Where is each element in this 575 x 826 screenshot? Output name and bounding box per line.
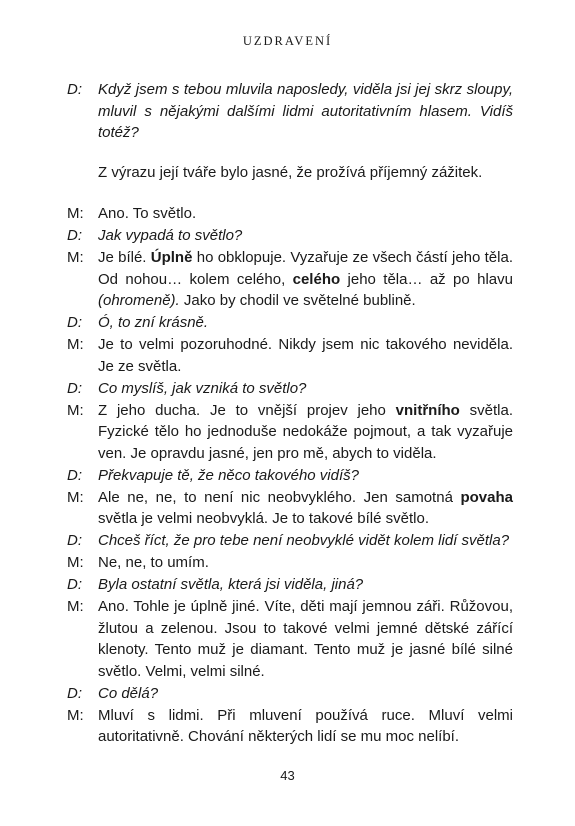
text-segment: Co myslíš, jak vzniká to světlo? (98, 379, 307, 397)
dialog-answer (67, 247, 513, 312)
speaker-label: M: (67, 401, 84, 419)
dialog-answer (67, 334, 513, 377)
speaker-label: D: (67, 576, 82, 593)
text-segment: Ano. Tohle je úplně jiné. Víte, děti mají jemnou záři. Růžovou, žlutou a zelenou. Jsou to takové velmi jemné dětské zářící klenoty. Tento muž je diamant. Tento muž je jasné bílé silné světlo. Velmi, velmi silné. (98, 598, 513, 680)
dialog-question (67, 465, 513, 487)
dialog-question (67, 683, 513, 705)
dialog-text (98, 247, 513, 312)
text-segment: Ano. To světlo. (98, 205, 197, 222)
dialog-question (67, 79, 513, 144)
speaker-label: D: (67, 532, 82, 549)
dialog-text (98, 683, 513, 705)
speaker-label: D: (67, 227, 82, 244)
dialog-text (98, 334, 513, 377)
text-segment: Mluví s lidmi. Při mluvení používá ruce. Mluví velmi autoritativně. Chování některých lidí se mu moc nelíbí. (98, 706, 513, 745)
speaker-label: M: (67, 706, 84, 724)
dialog-text (98, 596, 513, 682)
dialog-text (98, 574, 513, 596)
text-segment: ho obklopuje. Vyzařuje ze všech částí jeho těla. Od nohou… kolem celého, (98, 249, 513, 288)
text-segment: Je to velmi pozoruhodné. Nikdy jsem nic takového neviděla. Je ze světla. (98, 336, 513, 375)
speaker-label: M: (67, 249, 84, 266)
dialog-text (98, 552, 513, 574)
dialog-text (98, 487, 513, 530)
speaker-label: D: (67, 314, 82, 331)
speaker-label: M: (67, 488, 84, 506)
text-segment: Co dělá? (98, 684, 159, 702)
dialog-answer (67, 400, 513, 465)
running-header: UZDRAVENÍ (242, 34, 333, 48)
text-segment: Když jsem s tebou mluvila naposledy, viděla jsi jej skrz sloupy, mluvil s nějakými dalšími lidmi autoritativním hlasem. Vidíš totéž? (98, 81, 513, 141)
speaker-label: D: (67, 81, 82, 98)
dialog-text (98, 312, 513, 334)
dialog-question (67, 574, 513, 596)
dialog-answer (67, 552, 513, 574)
text-segment: Jako by chodil ve světelné bublině. (179, 292, 416, 309)
dialog-text (98, 400, 513, 465)
text-segment: světla. Fyzické tělo ho jednoduše nedokáže pojmout, a tak vyzařuje ven. Je opravdu jasné, jen pro mě, abych to viděla. (98, 401, 513, 462)
dialog-text (98, 530, 513, 552)
dialog-text (98, 705, 513, 748)
text-segment: jeho těla… až po hlavu (340, 270, 513, 288)
speaker-label: D: (67, 379, 82, 397)
speaker-label: M: (67, 336, 84, 353)
dialog-text (98, 378, 513, 400)
dialog-text (98, 203, 513, 225)
text-segment: Úplně (150, 249, 193, 266)
text-segment: Ale ne, ne, to není nic neobvyklého. Jen samotná (98, 488, 461, 506)
text-segment: Překvapuje tě, že něco takového vidíš? (98, 466, 359, 484)
speaker-label: M: (67, 598, 84, 615)
dialog-answer (67, 705, 513, 748)
speaker-label: M: (67, 205, 84, 222)
text-segment: světla je velmi neobvyklá. Je to takové bílé světlo. (98, 510, 429, 527)
text-segment: Chceš říct, že pro tebe není neobvyklé vidět kolem lidí světla? (98, 532, 510, 549)
dialog-text (98, 79, 513, 144)
speaker-label: M: (67, 554, 84, 571)
page-number: 43 (280, 768, 295, 783)
text-segment: povaha (460, 488, 513, 506)
speaker-label: D: (67, 466, 82, 484)
text-segment: Z jeho ducha. Je to vnější projev jeho (98, 401, 396, 419)
dialog-question (67, 378, 513, 400)
dialog-body (67, 79, 513, 748)
dialog-answer (67, 203, 513, 225)
narration-paragraph: Z výrazu její tváře bylo jasné, že prožívá příjemný zážitek. (98, 163, 483, 181)
dialog-text (98, 225, 513, 247)
text-segment: celého (292, 270, 341, 288)
text-segment: Byla ostatní světla, která jsi viděla, jiná? (98, 576, 364, 593)
dialog-question (67, 225, 513, 247)
speaker-label: D: (67, 684, 82, 702)
text-segment: Ó, to zní krásně. (98, 314, 209, 331)
text-segment: Ne, ne, to umím. (98, 554, 209, 571)
dialog-text (98, 465, 513, 487)
dialog-answer (67, 596, 513, 682)
dialog-question (67, 530, 513, 552)
dialog-answer (67, 487, 513, 530)
text-segment: (ohromeně). (98, 292, 180, 309)
dialog-question (67, 312, 513, 334)
text-segment: vnitřního (395, 401, 460, 419)
text-segment: Je bílé. (98, 249, 151, 266)
text-segment: Jak vypadá to světlo? (98, 227, 243, 244)
